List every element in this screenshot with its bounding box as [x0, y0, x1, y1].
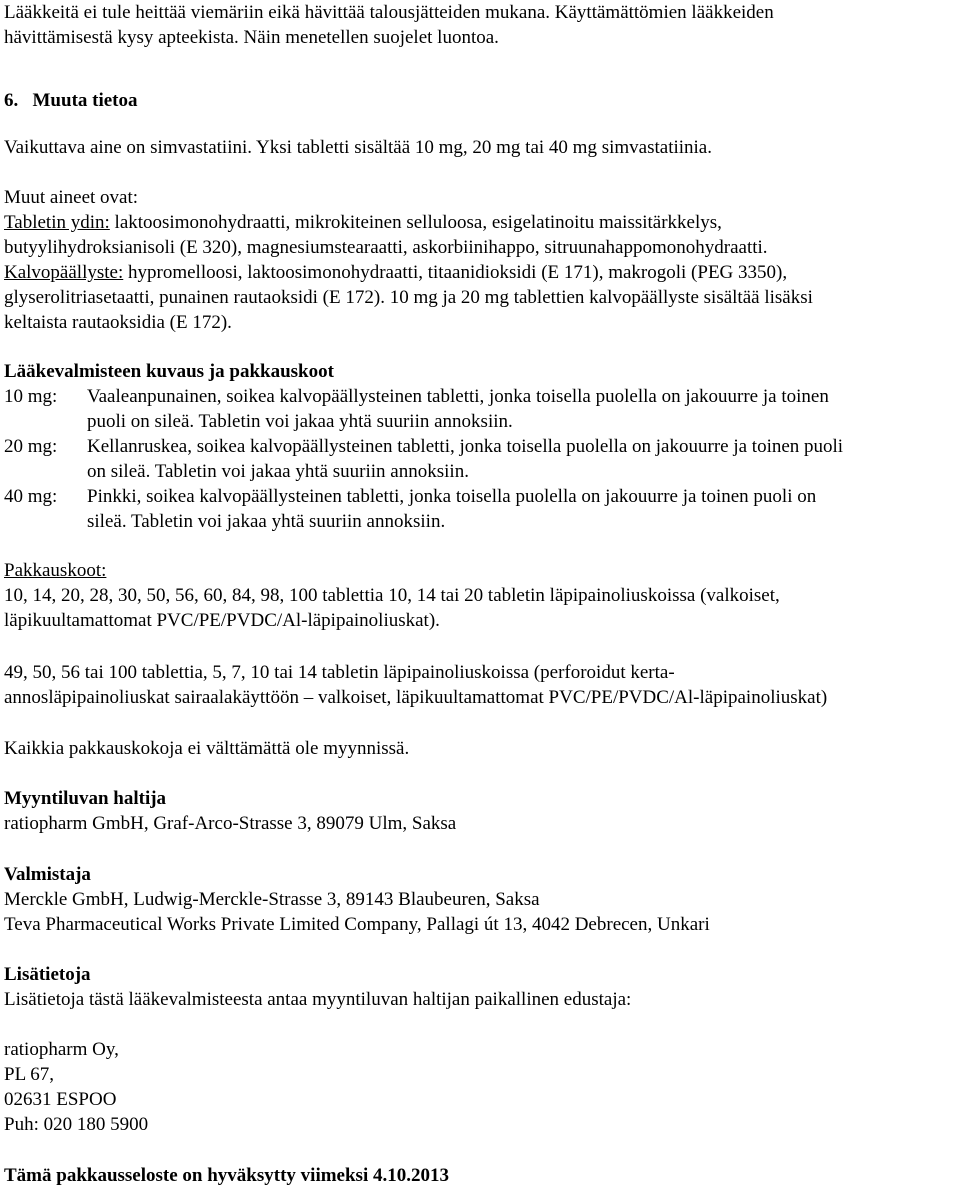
tablet-core-line-1	[4, 210, 956, 235]
dose-label: 10 mg:	[4, 386, 58, 407]
coating-label: Kalvopäällyste:	[4, 262, 124, 283]
coating-line-1	[4, 260, 956, 285]
dose-description	[87, 484, 956, 534]
dose-description-line-2: sileä. Tabletin voi jakaa yhtä suuriin annoksiin.	[87, 511, 446, 532]
more-info-text: Lisätietoja tästä lääkevalmisteesta antaa myyntiluvan haltijan paikallinen edustaja:	[4, 989, 632, 1010]
leaflet-page	[4, 0, 956, 1188]
marketing-holder-heading: Myyntiluvan haltija	[4, 788, 167, 809]
description-item-40mg	[4, 484, 956, 534]
dose-label: 40 mg:	[4, 486, 58, 507]
availability-note: Kaikkia pakkauskokoja ei välttämättä ole myynnissä.	[4, 738, 410, 759]
package-sizes-line-1: 10, 14, 20, 28, 30, 50, 56, 60, 84, 98, 100 tablettia 10, 14 tai 20 tabletin läpipainoliuskoissa (valkoiset,	[4, 585, 780, 606]
manufacturer-line-1: Merckle GmbH, Ludwig-Merckle-Strasse 3, 89143 Blaubeuren, Saksa	[4, 889, 540, 910]
dose-description-line-1: Pinkki, soikea kalvopäällysteinen tabletti, jonka toisella puolella on jakouurre ja toinen puoli on	[87, 486, 817, 507]
address-line: Puh: 020 180 5900	[4, 1114, 149, 1135]
section-6-heading: 6. Muuta tietoa	[4, 90, 138, 111]
dose-description	[87, 384, 956, 434]
package-sizes-label: Pakkauskoot:	[4, 560, 107, 581]
tablet-core-label: Tabletin ydin:	[4, 212, 110, 233]
dose-label: 20 mg:	[4, 436, 58, 457]
address-line: ratiopharm Oy,	[4, 1039, 119, 1060]
other-ingredients-label: Muut aineet ovat:	[4, 187, 139, 208]
hospital-pack-line-1: 49, 50, 56 tai 100 tablettia, 5, 7, 10 tai 14 tabletin läpipainoliuskoissa (perforoidut kerta-	[4, 662, 675, 683]
tablet-core-line-2: butyylihydroksianisoli (E 320), magnesiumstearaatti, askorbiinihappo, sitruunahappomonohydraatti.	[4, 237, 768, 258]
coating-line-2: glyserolitriasetaatti, punainen rautaoksidi (E 172). 10 mg ja 20 mg tablettien kalvopäällyste sisältää lisäksi	[4, 287, 813, 308]
tablet-core-text: laktoosimonohydraatti, mikrokiteinen selluloosa, esigelatinoitu maissitärkkelys,	[109, 212, 722, 233]
manufacturer-line-2: Teva Pharmaceutical Works Private Limited Company, Pallagi út 13, 4042 Debrecen, Unkari	[4, 914, 710, 935]
dose-description-line-2: on sileä. Tabletin voi jakaa yhtä suuriin annoksiin.	[87, 461, 469, 482]
dose-description-line-1: Kellanruskea, soikea kalvopäällysteinen tabletti, jonka toisella puolella on jakouurre ja toinen puoli	[87, 436, 844, 457]
description-item-20mg	[4, 434, 956, 484]
dose-description-line-2: puoli on sileä. Tabletin voi jakaa yhtä suuriin annoksiin.	[87, 411, 513, 432]
more-info-heading: Lisätietoja	[4, 964, 91, 985]
active-ingredient-text: Vaikuttava aine on simvastatiini. Yksi tabletti sisältää 10 mg, 20 mg tai 40 mg simvastatiinia.	[4, 137, 712, 158]
coating-text: hypromelloosi, laktoosimonohydraatti, titaanidioksidi (E 171), makrogoli (PEG 3350),	[123, 262, 788, 283]
dose-description-line-1: Vaaleanpunainen, soikea kalvopäällysteinen tabletti, jonka toisella puolella on jakouurre ja toinen	[87, 386, 829, 407]
description-heading: Lääkevalmisteen kuvaus ja pakkauskoot	[4, 361, 334, 382]
disposal-text-line-1: Lääkkeitä ei tule heittää viemäriin eikä hävittää talousjätteiden mukana. Käyttämättömien lääkkeiden	[4, 2, 774, 23]
approval-date-text: Tämä pakkausseloste on hyväksytty viimeksi 4.10.2013	[4, 1165, 449, 1186]
address-line: 02631 ESPOO	[4, 1089, 117, 1110]
hospital-pack-line-2: annosläpipainoliuskat sairaalakäyttöön – valkoiset, läpikuultamattomat PVC/PE/PVDC/Al-läpipainoliuskat)	[4, 687, 828, 708]
coating-line-3: keltaista rautaoksidia (E 172).	[4, 312, 232, 333]
marketing-holder-text: ratiopharm GmbH, Graf-Arco-Strasse 3, 89079 Ulm, Saksa	[4, 813, 457, 834]
disposal-text-line-2: hävittämisestä kysy apteekista. Näin menetellen suojelet luontoa.	[4, 27, 499, 48]
address-line: PL 67,	[4, 1064, 54, 1085]
dose-description	[87, 434, 956, 484]
manufacturer-heading: Valmistaja	[4, 864, 91, 885]
package-sizes-line-2: läpikuultamattomat PVC/PE/PVDC/Al-läpipainoliuskat).	[4, 610, 440, 631]
description-item-10mg	[4, 384, 956, 434]
